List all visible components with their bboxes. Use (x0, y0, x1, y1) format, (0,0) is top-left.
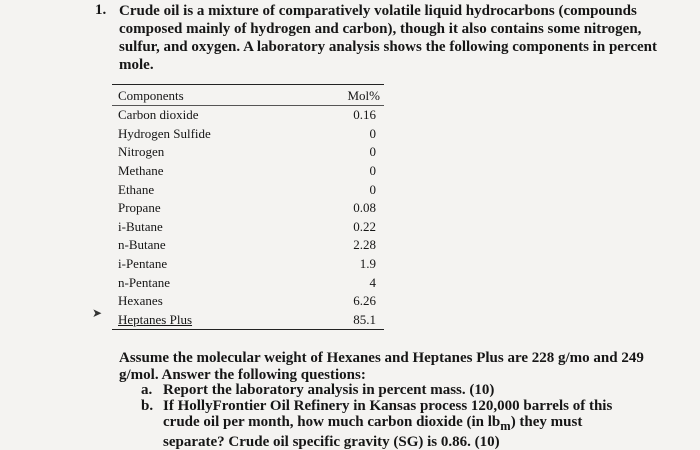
mol-value: 0 (369, 144, 376, 160)
mol-value: 0.16 (353, 107, 376, 123)
subquestion-b-post: ) they must separate? Crude oil specific gravity (SG) is 0.86. (10) (163, 414, 583, 450)
table-row (112, 162, 384, 181)
table-row (112, 199, 384, 218)
mol-value: 0.22 (353, 218, 376, 234)
mol-value: 1.9 (359, 256, 376, 272)
header-mol: Mol% (347, 88, 380, 103)
table-row (112, 273, 384, 292)
component-name: n-Pentane (118, 274, 170, 290)
table-row (112, 106, 384, 125)
component-name: Ethane (118, 181, 155, 197)
component-name: Hydrogen Sulfide (118, 125, 211, 141)
subquestion-a-text: Report the laboratory analysis in percent mass. (10) (163, 382, 495, 398)
subquestion-b-subscript: m (500, 419, 511, 433)
table-row (112, 218, 384, 237)
table-row (112, 143, 384, 162)
table-row (112, 180, 384, 199)
mol-value: 0.08 (353, 200, 376, 216)
question-intro: Crude oil is a mixture of comparatively volatile liquid hydrocarbons (compounds composed mainly of hydrogen and carbon), though it also contains some nitrogen, sulfur, and oxygen. A laboratory analysis shows the following components in percent mole. (119, 3, 657, 73)
components-table (112, 84, 384, 330)
table-body (112, 106, 384, 330)
component-name: Carbon dioxide (118, 107, 199, 123)
assumption-text: Assume the molecular weight of Hexanes and Heptanes Plus are 228 g/mo and 249 g/mol. Answer the following questions: (119, 350, 644, 383)
cursor-arrow-icon: ➤ (92, 306, 103, 320)
table-row (112, 311, 384, 331)
mol-value: 0 (369, 181, 376, 197)
component-name: Methane (118, 163, 164, 179)
component-name: Propane (118, 200, 161, 216)
mol-value: 0 (369, 163, 376, 179)
component-name: Hexanes (118, 293, 163, 309)
mol-value: 85.1 (353, 311, 376, 327)
subquestion-b-pre: If HollyFrontier Oil Refinery in Kansas process 120,000 barrels of this crude oil per month, how much carbon dioxide (in lb (163, 398, 613, 430)
table-top-rule (112, 84, 384, 85)
component-name: Nitrogen (118, 144, 165, 160)
mol-value: 0 (369, 125, 376, 141)
table-row (112, 292, 384, 311)
mol-value: 4 (369, 274, 376, 290)
component-name: i-Pentane (118, 256, 168, 272)
component-name: Heptanes Plus (118, 311, 193, 327)
question-number: 1. (95, 2, 107, 18)
component-name: i-Butane (118, 218, 163, 234)
subquestion-b-letter: b. (141, 398, 154, 414)
table-header (112, 88, 384, 106)
table-row (112, 236, 384, 255)
subquestion-a-letter: a. (141, 382, 153, 398)
mol-value: 6.26 (353, 293, 376, 309)
table-row (112, 125, 384, 144)
table-row (112, 255, 384, 274)
mol-value: 2.28 (353, 237, 376, 253)
component-name: n-Butane (118, 237, 166, 253)
subquestion-b-text (163, 398, 643, 450)
header-components: Components (118, 88, 184, 103)
